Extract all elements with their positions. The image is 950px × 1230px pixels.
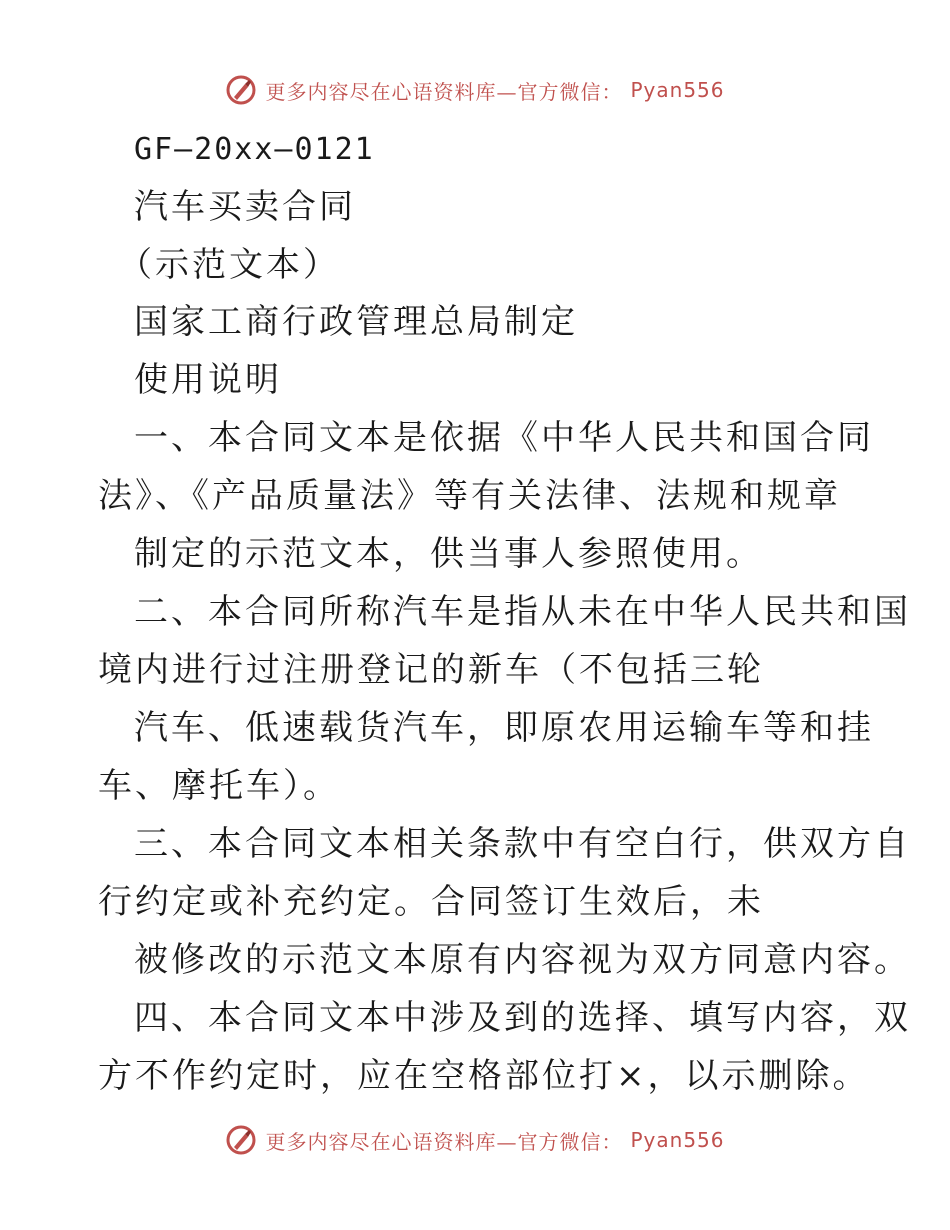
document-title: 汽车买卖合同 (134, 187, 356, 227)
paragraph-line: 四、本合同文本中涉及到的选择、填写内容，双 (134, 998, 911, 1038)
section-heading: 使用说明 (134, 360, 282, 400)
watermark-id: Pyan556 (630, 1128, 725, 1152)
paragraph-line: 制定的示范文本，供当事人参照使用。 (134, 534, 763, 574)
paragraph-line: 车、摩托车）。 (98, 766, 340, 806)
paragraph-line: 二、本合同所称汽车是指从未在中华人民共和国 (134, 592, 911, 632)
watermark-footer (0, 1120, 950, 1160)
pen-logo-icon (225, 1124, 257, 1156)
pen-logo-icon (225, 74, 257, 106)
paragraph-line: 境内进行过注册登记的新车（不包括三轮 (98, 650, 764, 690)
watermark-text: 更多内容尽在心语资料库—官方微信： (265, 1129, 623, 1154)
paragraph-line: 被修改的示范文本原有内容视为双方同意内容。 (134, 940, 911, 980)
watermark-text: 更多内容尽在心语资料库—官方微信： (265, 79, 623, 104)
document-subtitle: （示范文本） (118, 245, 340, 285)
paragraph-line: 三、本合同文本相关条款中有空白行，供双方自 (134, 824, 911, 864)
watermark-header (0, 70, 950, 110)
paragraph-line: 汽车、低速载货汽车，即原农用运输车等和挂 (134, 708, 874, 748)
paragraph-line: 行约定或补充约定。合同签订生效后，未 (98, 882, 764, 922)
paragraph-line: 一、本合同文本是依据《中华人民共和国合同 (134, 418, 874, 458)
document-code: GF—20xx—0121 (134, 132, 375, 167)
paragraph-line: 方不作约定时，应在空格部位打×，以示删除。 (98, 1056, 870, 1096)
document-issuer: 国家工商行政管理总局制定 (134, 302, 578, 342)
paragraph-line: 法》、《产品质量法》等有关法律、法规和规章 (98, 476, 841, 516)
watermark-id: Pyan556 (630, 78, 725, 102)
